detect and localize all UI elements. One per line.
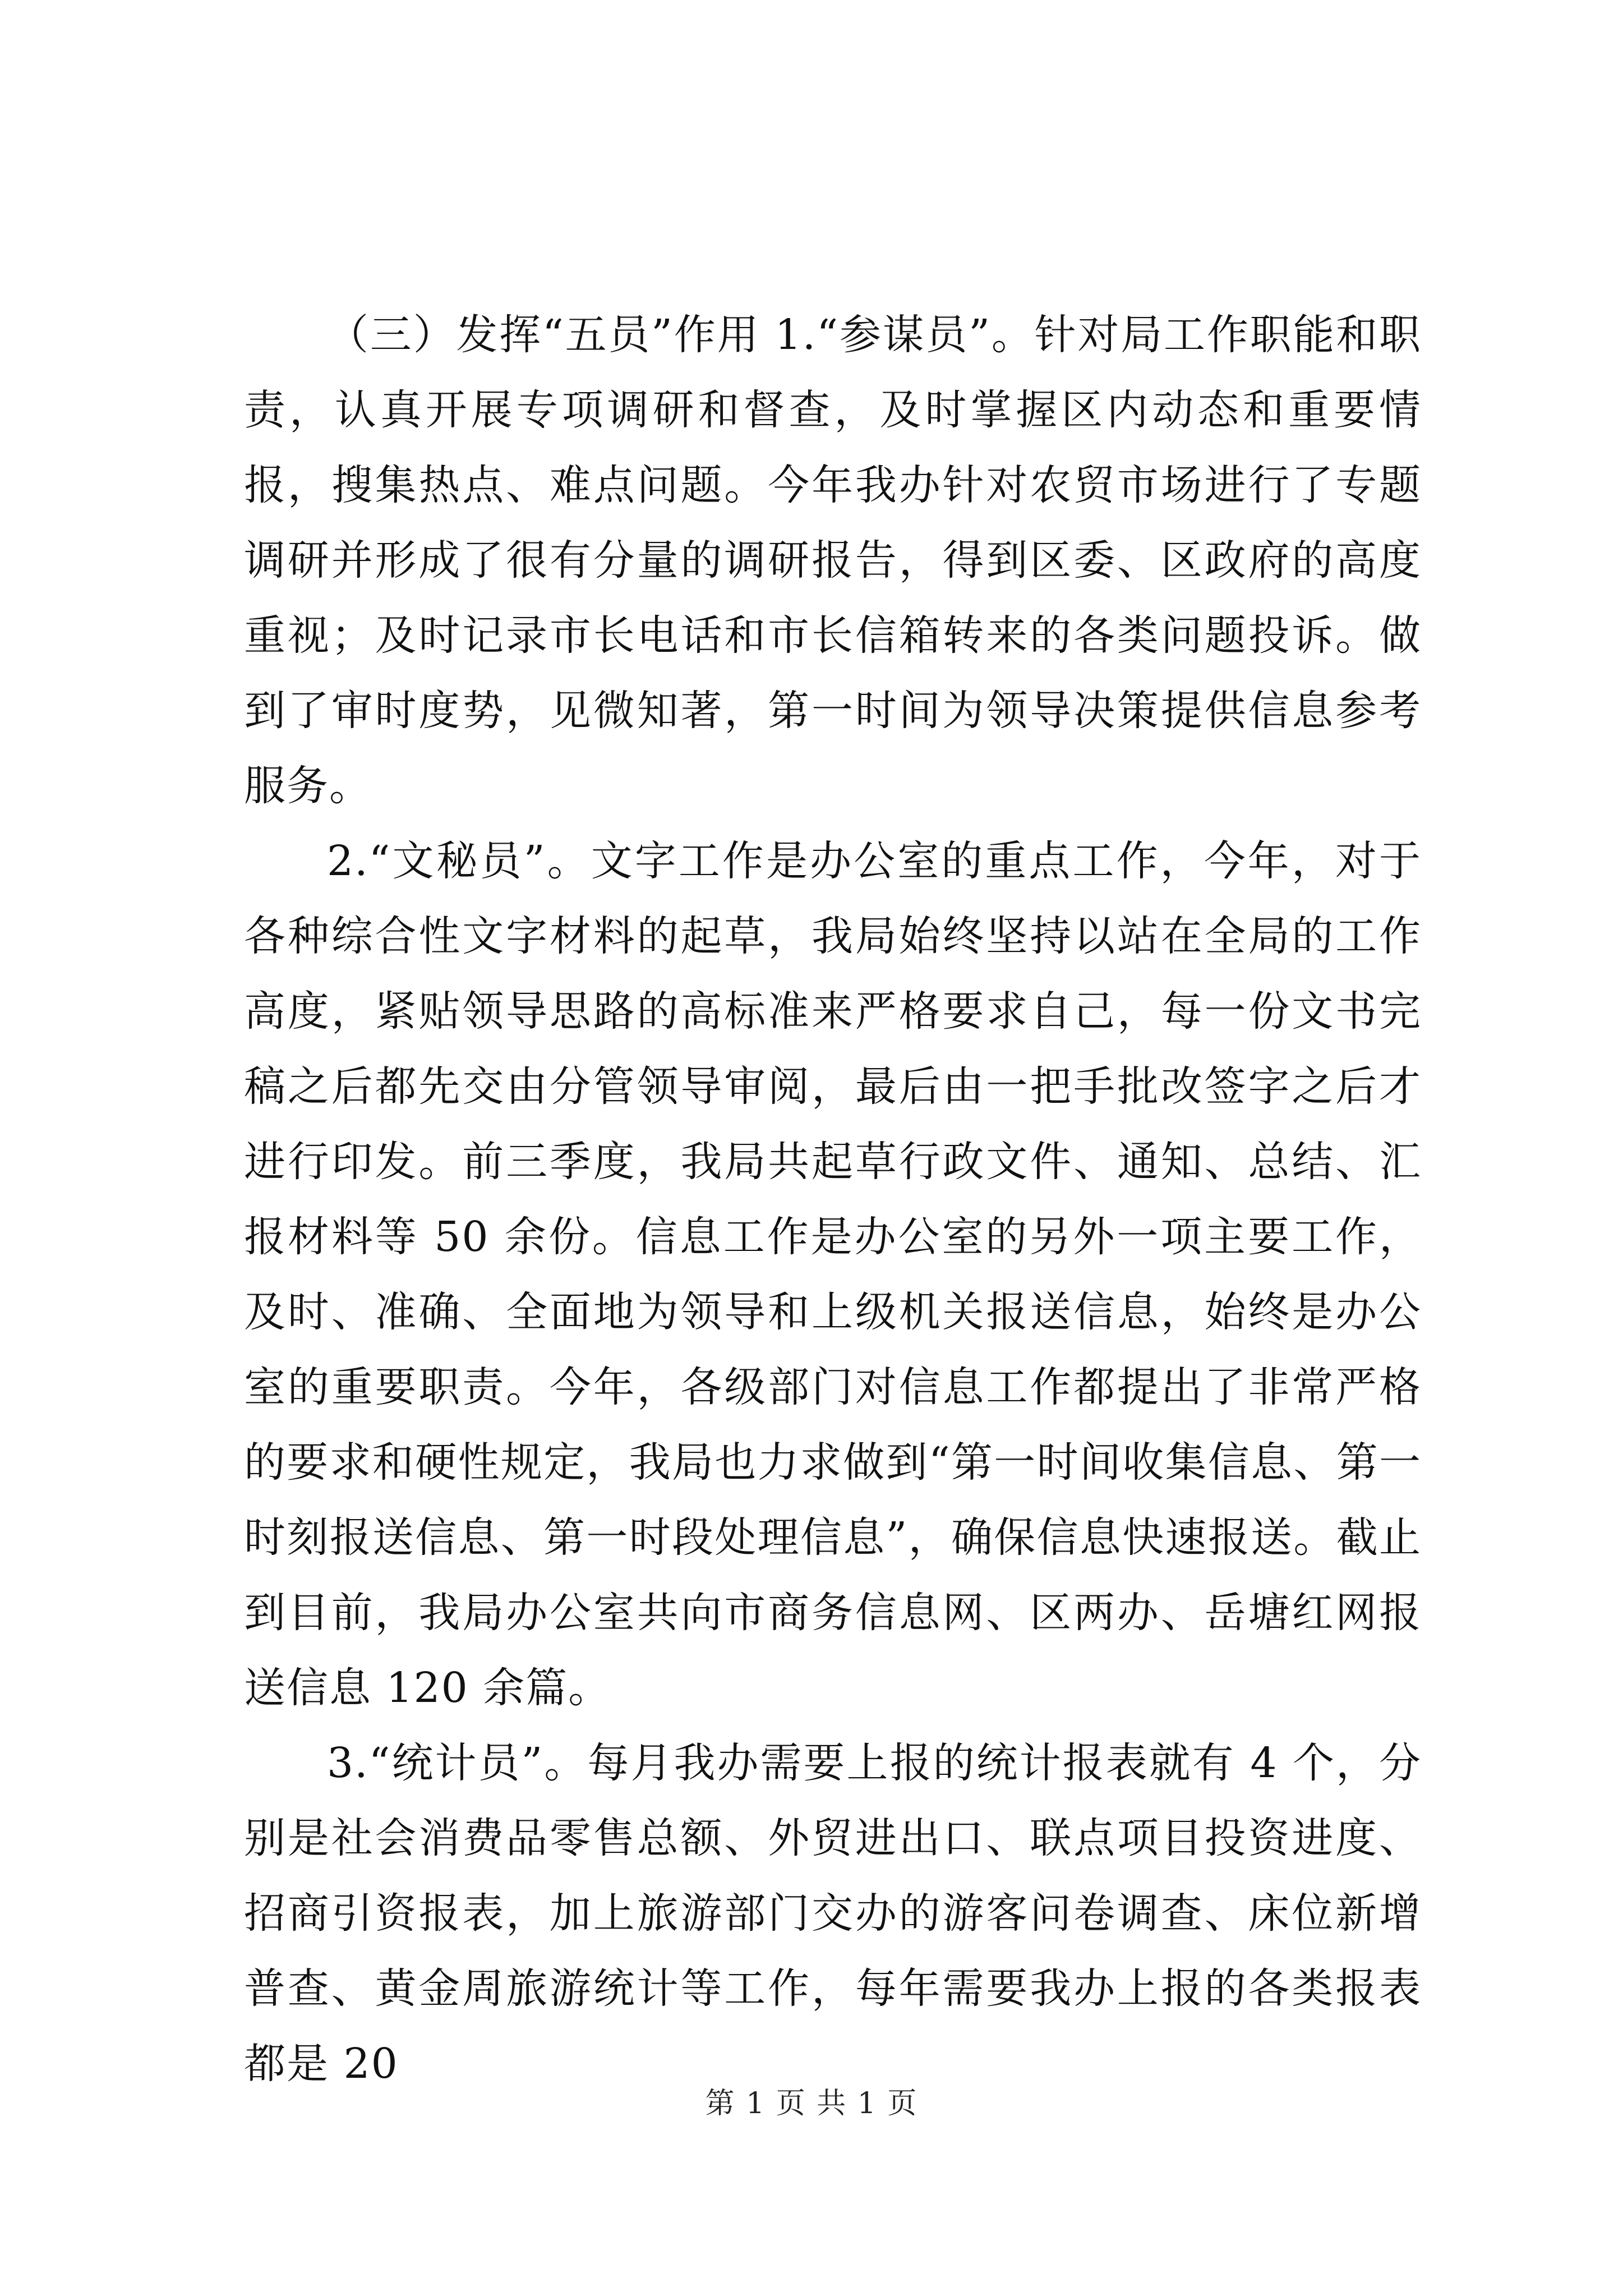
- document-body: [244, 297, 1422, 2101]
- paragraph-secretary: 2.“文秘员”。文字工作是办公室的重点工作，今年，对于各种综合性文字材料的起草，我局始终坚持以站在全局的工作高度，紧贴领导思路的高标准来严格要求自己，每一份文书完稿之后都先交由分管领导审阅，最后由一把手批改签字之后才进行印发。前三季度，我局共起草行政文件、通知、总结、汇报材料等 50 余份。信息工作是办公室的另外一项主要工作，及时、准确、全面地为领导和上级机关报送信息，始终是办公室的重要职责。今年，各级部门对信息工作都提出了非常严格的要求和硬性规定，我局也力求做到“第一时间收集信息、第一时刻报送信息、第一时段处理信息”，确保信息快速报送。截止到目前，我局办公室共向市商务信息网、区两办、岳塘红网报送信息 120 余篇。: [244, 837, 1422, 1712]
- page-footer: 第 1 页 共 1 页: [705, 2087, 918, 2120]
- paragraph-five-roles-advisor: （三）发挥“五员”作用 1.“参谋员”。针对局工作职能和职责，认真开展专项调研和督查，及时掌握区内动态和重要情报，搜集热点、难点问题。今年我办针对农贸市场进行了专题调研并形成了很有分量的调研报告，得到区委、区政府的高度重视；及时记录市长电话和市长信箱转来的各类问题投诉。做到了审时度势，见微知著，第一时间为领导决策提供信息参考服务。: [244, 311, 1422, 810]
- paragraph-statistician: 3.“统计员”。每月我办需要上报的统计报表就有 4 个，分别是社会消费品零售总额、外贸进出口、联点项目投资进度、招商引资报表，加上旅游部门交办的游客问卷调查、床位新增普查、黄金周旅游统计等工作，每年需要我办上报的各类报表都是 20: [244, 1739, 1422, 2088]
